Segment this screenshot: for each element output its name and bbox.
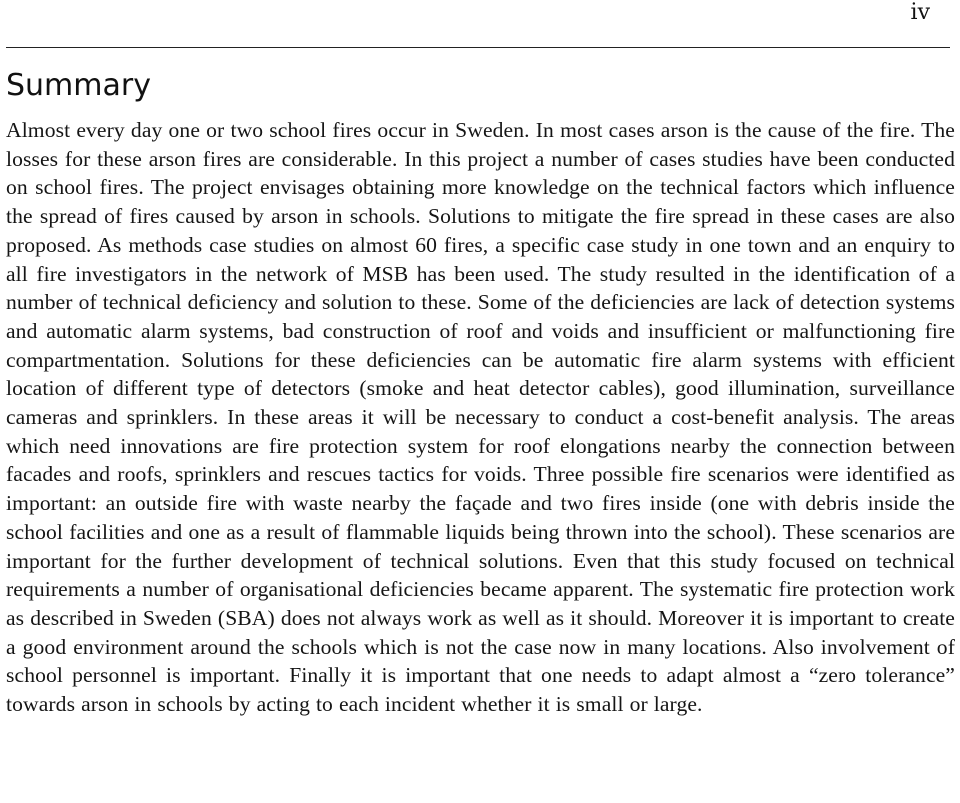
header-rule <box>6 47 950 48</box>
page-number: iv <box>910 0 930 25</box>
section-heading: Summary <box>6 68 151 103</box>
summary-paragraph: Almost every day one or two school fires occur in Sweden. In most cases arson is the cause of the fire. The losses for these arson fires are considerable. In this project a number of cases studies have been conducted on school fires. The project envisages obtaining more knowledge on the technical factors which influence the spread of fires caused by arson in schools. Solutions to mitigate the fire spread in these cases are also proposed. As methods case studies on almost 60 fires, a specific case study in one town and an enquiry to all fire investigators in the network of MSB has been used. The study resulted in the identification of a number of technical deficiency and solution to these. Some of the deficiencies are lack of detection systems and automatic alarm systems, bad construction of roof and voids and insufficient or malfunctioning fire compartmentation. Solutions for these deficiencies can be automatic fire alarm systems with efficient location of different type of detectors (smoke and heat detector cables), good illumination, surveillance cameras and sprinklers. In these areas it will be necessary to conduct a cost-benefit analysis. The areas which need innovations are fire protection system for roof elongations nearby the connection between facades and roofs, sprinklers and rescues tactics for voids. Three possible fire scenarios were identified as important: an outside fire with waste nearby the façade and two fires inside (one with debris inside the school facilities and one as a result of flammable liquids being thrown into the school). These scenarios are important for the further development of technical solutions. Even that this study focused on technical requirements a number of organisational deficiencies became apparent. The systematic fire protection work as described in Sweden (SBA) does not always work as well as it should. Moreover it is important to create a good environment around the schools which is not the case now in many locations. Also involvement of school personnel is important. Finally it is important that one needs to adapt almost a “zero tolerance” towards arson in schools by acting to each incident whether it is small or large. <box>6 118 955 717</box>
